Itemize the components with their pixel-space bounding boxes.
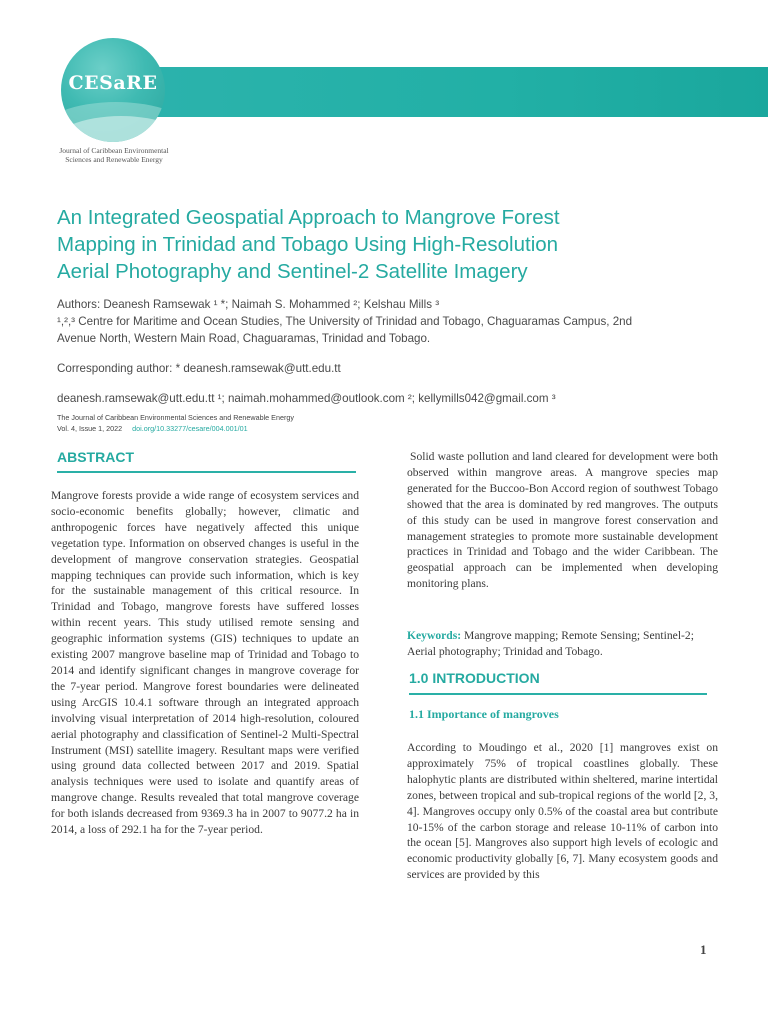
- volume: Vol. 4, Issue 1, 2022: [57, 424, 123, 433]
- header-banner: [90, 67, 768, 117]
- journal-name: Journal of Caribbean Environmental Sciences and Renewable Energy: [59, 146, 169, 164]
- doi-link[interactable]: doi.org/10.33277/cesare/004.001/01: [132, 424, 248, 433]
- section-subheading: 1.1 Importance of mangroves: [409, 707, 559, 721]
- keywords-label: Keywords:: [407, 629, 462, 642]
- corresponding-author: Corresponding author: * deanesh.ramsewak@utt.edu.tt: [57, 362, 341, 375]
- keywords-text: Mangrove mapping; Remote Sensing; Sentinel-2; Aerial photography; Trinidad and Tobago.: [407, 629, 694, 658]
- journal-full-name: The Journal of Caribbean Environmental Sciences and Renewable Energy: [57, 413, 294, 422]
- abstract-continued: Solid waste pollution and land cleared for development were both observed within mangrove areas. A mangrove species map generated for the Buccoo-Bon Accord region of southwest Tobago showed that the area is dominated by red mangroves. The outputs of this study can be used in mangrove forest conservation and management strategies to promote more sustainable development practices in Trinidad and Tobago and the wider Caribbean. The geospatial approach can be implemented when developing monitoring plans.: [407, 450, 718, 591]
- volume-doi: [57, 424, 248, 433]
- introduction-heading: 1.0 INTRODUCTION: [409, 670, 540, 686]
- article-title: An Integrated Geospatial Approach to Mangrove Forest Mapping in Trinidad and Tobago Using High-Resolution Aerial Photography and Sentinel-2 Satellite Imagery: [57, 206, 560, 283]
- abstract-text: Mangrove forests provide a wide range of ecosystem services and socio-economic benefits globally; however, climatic and anthropogenic forces have negatively affected this unique vegetation type. Information on observed changes is useful in the development of mangrove conservation strategies. Geospatial mapping techniques can provide such information, which is key for the sustainable management of this critical resource. In Trinidad and Tobago, mangrove forests have suffered losses within recent years. This study utilised remote sensing and geographic information systems (GIS) techniques to update an existing 2007 mangrove baseline map of Trinidad and Tobago to 2014 and identify significant changes in mangrove coverage for the 7-year period. Mangrove forest boundaries were delineated using ArcGIS 10.4.1 software through an integrated approach involving visual interpretation of 2014 high-resolution, coloured aerial photography and classification of Sentinel-2 Multi-Spectral Instrument (MSI) satellite imagery. Resultant maps were verified using ground data collected between 2017 and 2019. Spatial analysis techniques were used to isolate and quantify areas of mangrove change. Results revealed that total mangrove coverage for both islands decreased from 9369.3 ha in 2007 to 9077.2 ha in 2014, a loss of 292.1 ha for the 7-year period.: [51, 489, 359, 837]
- introduction-text: According to Moudingo et al., 2020 [1] mangroves exist on approximately 75% of tropical coastlines globally. These halophytic plants are distributed within sheltered, marine intertidal zones, between tropical and sub-tropical regions of the world [2, 3, 4]. Mangroves occupy only 0.5% of the coastal area but contribute 10-15% of the carbon storage and release 10-11% of carbon into the ocean [5]. Mangroves also support high levels of ecologic and economic productivity globally [6, 7]. Many ecosystem goods and services are provided by this: [407, 741, 718, 882]
- abstract-rule: [57, 471, 356, 473]
- logo-text: CESaRE: [68, 72, 158, 94]
- page-number: 1: [700, 942, 707, 957]
- introduction-rule: [409, 693, 707, 695]
- keywords: [407, 628, 718, 660]
- abstract-heading: ABSTRACT: [57, 449, 134, 465]
- affiliations: ¹,²,³ Centre for Maritime and Ocean Studies, The University of Trinidad and Tobago, Chaguaramas Campus, 2nd Avenue North, Western Main Road, Chaguaramas, Trinidad and Tobago.: [57, 315, 633, 345]
- author-emails: deanesh.ramsewak@utt.edu.tt ¹; naimah.mohammed@outlook.com ²; kellymills042@gmail.com ³: [57, 392, 556, 405]
- authors: Authors: Deanesh Ramsewak ¹ *; Naimah S. Mohammed ²; Kelshau Mills ³: [57, 298, 440, 311]
